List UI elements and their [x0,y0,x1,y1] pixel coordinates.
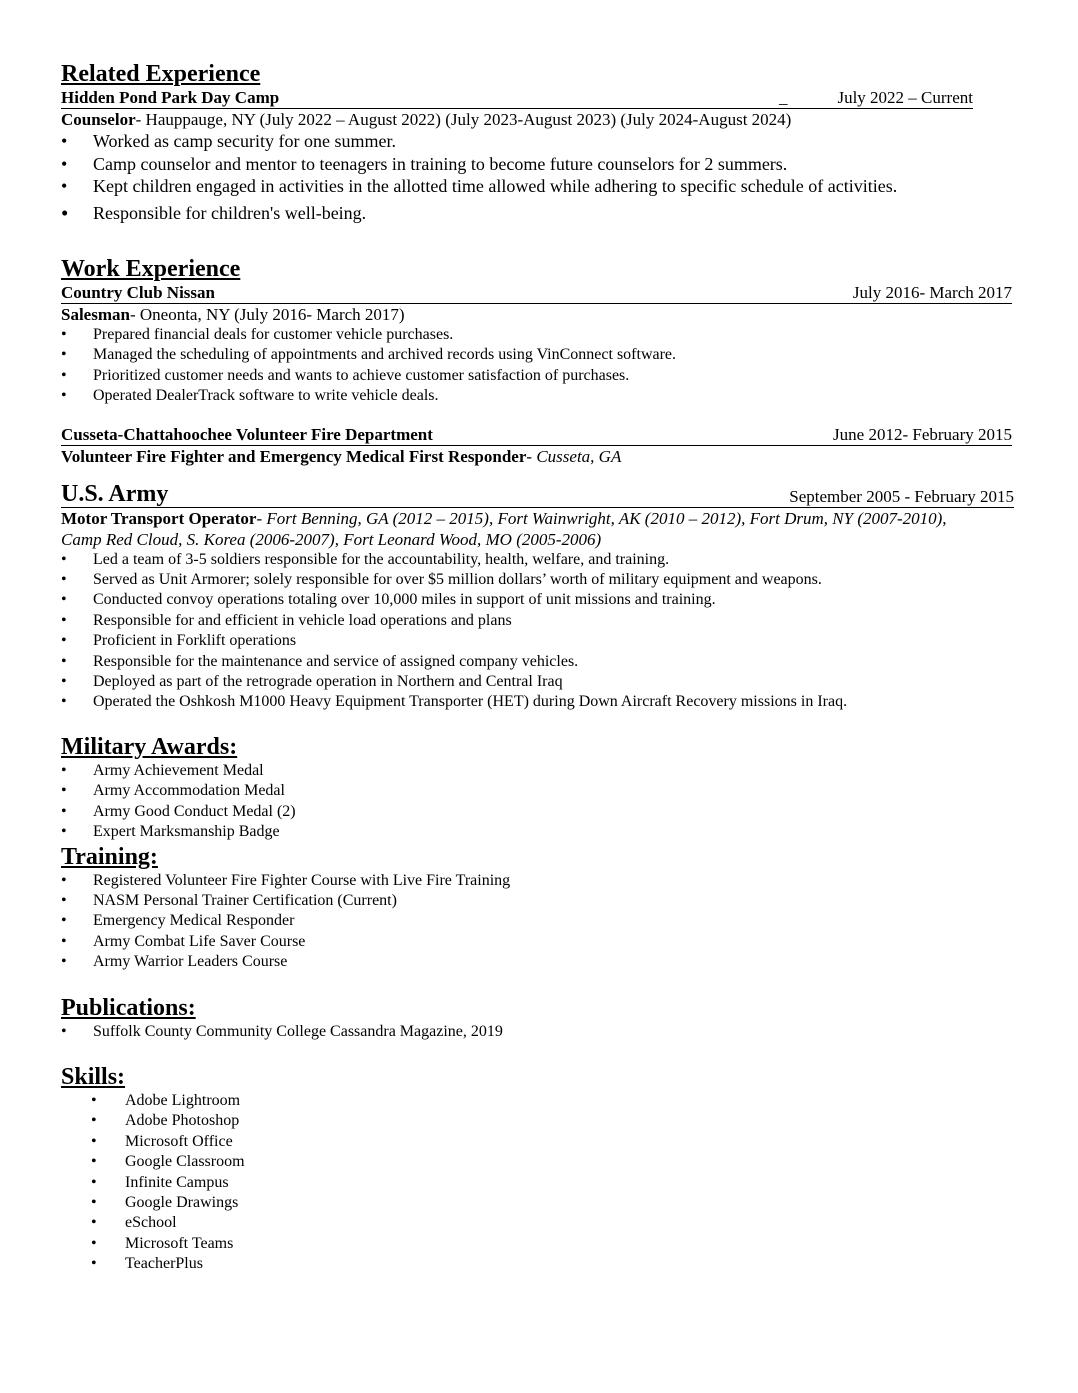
list-item: • Prioritized customer needs and wants to achieve customer satisfaction of purchases. [61,366,630,384]
awards-section [61,733,1016,843]
entry-head-hidden-pond [61,88,973,109]
list-item: • Microsoft Office [91,1132,233,1150]
skills-section [61,1063,1016,1275]
list-item: • Proficient in Forklift operations [61,632,297,650]
resume-page [61,60,1016,1275]
list-item: • Army Achievement Medal [61,761,264,779]
list-item: • Expert Marksmanship Badge [61,823,280,841]
role-sep-fire: - [526,446,537,466]
section-title-skills: Skills: [61,1063,126,1090]
list-item: • eSchool [91,1214,177,1232]
section-title-awards: Military Awards: [61,733,238,760]
list-item: • Operated DealerTrack software to write vehicle deals. [61,387,439,405]
role-detail-salesman: - Oneonta, NY (July 2016- March 2017) [129,305,405,324]
list-item: • Army Good Conduct Medal (2) [61,802,296,820]
section-title-related: Related Experience [61,61,261,87]
list-item: • Adobe Lightroom [91,1091,241,1109]
list-item: • Army Accommodation Medal [61,782,285,800]
list-item: • Adobe Photoshop [91,1112,240,1130]
list-item: • Registered Volunteer Fire Fighter Course with Live Fire Training [61,871,511,889]
list-item: • Prepared financial deals for customer vehicle purchases. [61,326,454,343]
role-location-fire: Cusseta, GA [536,446,622,466]
role-detail-counselor: - Hauppauge, NY (July 2022 – August 2022) (July 2023-August 2023) (July 2024-August 2024) [135,110,792,129]
role-title-motor-transport: Motor Transport Operator [61,508,257,528]
list-training [61,871,1016,973]
role-locations-army-2: Camp Red Cloud, S. Korea (2006-2007), Fort Leonard Wood, MO (2005-2006) [61,529,602,549]
org-hidden-pond: Hidden Pond Park Day Camp [61,88,280,107]
role-sep-army: - [256,508,267,528]
army-section [61,481,1014,713]
list-item: • Microsoft Teams [91,1234,234,1252]
bullets-salesman [61,325,1012,407]
role-fire-fighter [61,446,1012,467]
list-item: • Worked as camp security for one summer. [61,131,396,151]
list-skills [61,1091,1016,1275]
list-item: • Army Warrior Leaders Course [61,953,288,971]
bullets-counselor [61,130,973,224]
list-item: • Responsible for children's well-being. [61,200,367,225]
list-item: • Managed the scheduling of appointments and archived records using VinConnect software. [61,346,677,364]
list-item: • Emergency Medical Responder [61,912,295,930]
underscore-mark: _ [778,88,788,107]
entry-head-fire-dept [61,425,1012,446]
role-salesman [61,304,1012,325]
related-experience-section [61,60,973,224]
training-section [61,843,1016,973]
list-item: • Conducted convoy operations totaling over 10,000 miles in support of unit missions and training. [61,591,716,609]
list-item: • Responsible for the maintenance and service of assigned company vehicles. [61,652,579,670]
list-item: • Deployed as part of the retrograde operation in Northern and Central Iraq [61,673,563,691]
section-title-work: Work Experience [61,256,241,282]
bullets-army [61,550,1014,713]
date-nissan: July 2016- March 2017 [852,283,1012,302]
org-nissan: Country Club Nissan [61,283,215,302]
work-experience-section [61,255,1012,467]
list-item: • Led a team of 3-5 soldiers responsible for the accountability, health, welfare, and training. [61,550,670,568]
list-awards [61,761,1016,843]
list-item: • TeacherPlus [91,1255,203,1273]
list-item: • Kept children engaged in activities in the allotted time allowed while adhering to specific schedule of activities. [61,176,898,196]
list-item: • Operated the Oshkosh M1000 Heavy Equipment Transporter (HET) during Down Aircraft Recovery missions in Iraq. [61,693,848,711]
list-publications [61,1022,1016,1042]
list-item: • Camp counselor and mentor to teenagers in training to become future counselors for 2 summers. [61,153,788,174]
role-title-counselor: Counselor [61,110,136,129]
list-item: • Responsible for and efficient in vehicle load operations and plans [61,611,512,629]
section-title-army: U.S. Army [61,480,169,507]
list-item: • Google Drawings [91,1193,239,1211]
date-army: September 2005 - February 2015 [789,486,1014,506]
entry-head-army [61,481,1014,508]
role-counselor [61,109,973,130]
section-title-training: Training: [61,843,158,870]
publications-section [61,994,1016,1042]
list-item: • Suffolk County Community College Cassandra Magazine, 2019 [61,1022,503,1040]
date-fire-dept: June 2012- February 2015 [833,424,1012,444]
org-fire-dept: Cusseta-Chattahoochee Volunteer Fire Department [61,424,433,444]
list-item: • Army Combat Life Saver Course [61,932,306,950]
role-locations-army-1: Fort Benning, GA (2012 – 2015), Fort Wainwright, AK (2010 – 2012), Fort Drum, NY (2007-2010), [266,508,947,528]
date-hidden-pond: July 2022 – Current [837,88,973,107]
role-title-salesman: Salesman [61,305,130,324]
list-item: • Google Classroom [91,1153,245,1171]
entry-head-nissan [61,283,1012,304]
role-title-fire-fighter: Volunteer Fire Fighter and Emergency Medical First Responder [61,446,527,466]
role-motor-transport [61,508,1014,550]
list-item: • NASM Personal Trainer Certification (Current) [61,891,397,909]
section-title-publications: Publications: [61,994,196,1021]
list-item: • Infinite Campus [91,1173,229,1191]
list-item: • Served as Unit Armorer; solely responsible for over $5 million dollars’ worth of military equipment and weapons. [61,571,822,589]
